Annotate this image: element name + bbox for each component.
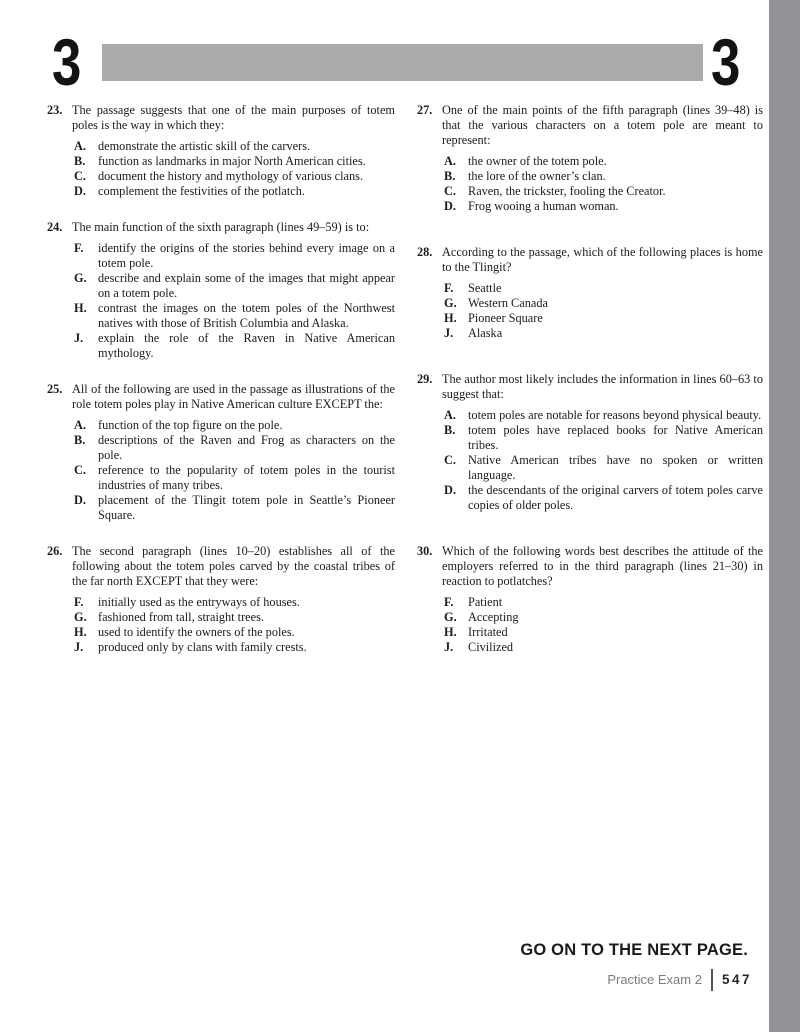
option-letter: H. bbox=[74, 625, 87, 639]
answer-option bbox=[72, 301, 395, 331]
option-text: complement the festivities of the potlatch. bbox=[98, 184, 305, 198]
go-on-instruction: GO ON TO THE NEXT PAGE. bbox=[520, 941, 748, 959]
option-letter: J. bbox=[74, 331, 84, 345]
option-letter: A. bbox=[74, 139, 86, 153]
option-text: placement of the Tlingit totem pole in Seattle’s Pioneer Square. bbox=[98, 493, 395, 522]
option-text: produced only by clans with family crests. bbox=[98, 640, 307, 654]
question-24 bbox=[47, 220, 395, 361]
option-letter: C. bbox=[444, 184, 456, 198]
answer-option bbox=[72, 493, 395, 523]
option-letter: A. bbox=[74, 418, 86, 432]
option-letter: F. bbox=[444, 281, 454, 295]
answer-options bbox=[72, 139, 395, 199]
answer-option bbox=[72, 241, 395, 271]
option-letter: A. bbox=[444, 154, 456, 168]
answer-option bbox=[72, 271, 395, 301]
option-letter: H. bbox=[74, 301, 87, 315]
option-text: Native American tribes have no spoken or written language. bbox=[468, 453, 763, 482]
option-letter: G. bbox=[444, 610, 457, 624]
answer-option bbox=[442, 595, 763, 610]
option-letter: B. bbox=[444, 423, 456, 437]
option-letter: J. bbox=[74, 640, 84, 654]
option-letter: G. bbox=[74, 610, 87, 624]
questions-column-left bbox=[47, 103, 395, 676]
answer-option bbox=[72, 169, 395, 184]
answer-option bbox=[72, 184, 395, 199]
answer-option bbox=[442, 296, 763, 311]
answer-option bbox=[72, 463, 395, 493]
answer-option bbox=[442, 423, 763, 453]
page-edge-strip bbox=[769, 0, 800, 1032]
answer-option bbox=[72, 139, 395, 154]
option-text: totem poles are notable for reasons beyond physical beauty. bbox=[468, 408, 762, 422]
option-text: Irritated bbox=[468, 625, 508, 639]
answer-option bbox=[442, 281, 763, 296]
answer-option bbox=[72, 418, 395, 433]
option-text: Pioneer Square bbox=[468, 311, 543, 325]
option-letter: F. bbox=[444, 595, 454, 609]
option-text: fashioned from tall, straight trees. bbox=[98, 610, 264, 624]
question-number: 26. bbox=[47, 544, 63, 558]
answer-option bbox=[442, 483, 763, 513]
option-text: contrast the images on the totem poles of the Northwest natives with those of British Columbia and Alaska. bbox=[98, 301, 395, 330]
option-letter: J. bbox=[444, 640, 454, 654]
option-letter: D. bbox=[74, 184, 86, 198]
option-letter: B. bbox=[74, 154, 86, 168]
answer-option bbox=[72, 331, 395, 361]
section-number-right: 3 bbox=[711, 25, 741, 99]
questions-column-right bbox=[417, 103, 763, 686]
answer-options bbox=[442, 408, 763, 513]
option-text: descriptions of the Raven and Frog as characters on the pole. bbox=[98, 433, 395, 462]
section-number-left: 3 bbox=[52, 25, 82, 99]
option-letter: F. bbox=[74, 241, 84, 255]
question-25 bbox=[47, 382, 395, 523]
option-text: used to identify the owners of the poles. bbox=[98, 625, 295, 639]
option-letter: H. bbox=[444, 625, 457, 639]
page-number: 547 bbox=[721, 972, 752, 987]
answer-option bbox=[72, 610, 395, 625]
option-letter: C. bbox=[74, 463, 86, 477]
option-letter: C. bbox=[444, 453, 456, 467]
question-28 bbox=[417, 245, 763, 341]
option-text: initially used as the entryways of houses. bbox=[98, 595, 300, 609]
option-text: Alaska bbox=[468, 326, 503, 340]
question-stem: The passage suggests that one of the main purposes of totem poles is the way in which they: bbox=[72, 103, 395, 132]
option-text: Patient bbox=[468, 595, 503, 609]
option-text: demonstrate the artistic skill of the carvers. bbox=[98, 139, 311, 153]
option-text: Western Canada bbox=[468, 296, 548, 310]
answer-option bbox=[72, 595, 395, 610]
answer-option bbox=[442, 326, 763, 341]
footer-divider bbox=[711, 969, 713, 991]
question-number: 23. bbox=[47, 103, 63, 117]
option-letter: F. bbox=[74, 595, 84, 609]
question-stem: One of the main points of the fifth paragraph (lines 39–48) is that the various characters on a totem pole are meant to represent: bbox=[442, 103, 763, 147]
exam-label: Practice Exam 2 bbox=[607, 972, 702, 987]
question-number: 29. bbox=[417, 372, 433, 386]
header-bar bbox=[102, 44, 703, 81]
answer-options bbox=[72, 595, 395, 655]
option-text: Seattle bbox=[468, 281, 502, 295]
option-text: explain the role of the Raven in Native American mythology. bbox=[98, 331, 395, 360]
answer-option bbox=[72, 154, 395, 169]
answer-option bbox=[442, 169, 763, 184]
option-text: Raven, the trickster, fooling the Creator. bbox=[468, 184, 666, 198]
question-stem: All of the following are used in the passage as illustrations of the role totem poles play in Native American culture EXCEPT the: bbox=[72, 382, 395, 411]
answer-option bbox=[442, 610, 763, 625]
question-stem: The author most likely includes the information in lines 60–63 to suggest that: bbox=[442, 372, 763, 401]
question-29 bbox=[417, 372, 763, 513]
option-text: the descendants of the original carvers of totem poles carve copies of older poles. bbox=[468, 483, 763, 512]
footer-page-info bbox=[607, 968, 752, 991]
answer-options bbox=[72, 241, 395, 361]
question-stem: The main function of the sixth paragraph (lines 49–59) is to: bbox=[72, 220, 370, 234]
question-stem: According to the passage, which of the following places is home to the Tlingit? bbox=[442, 245, 763, 274]
answer-option bbox=[442, 453, 763, 483]
question-27 bbox=[417, 103, 763, 214]
option-letter: C. bbox=[74, 169, 86, 183]
answer-option bbox=[442, 184, 763, 199]
option-text: identify the origins of the stories behind every image on a totem pole. bbox=[98, 241, 395, 270]
option-text: document the history and mythology of various clans. bbox=[98, 169, 364, 183]
option-text: function as landmarks in major North American cities. bbox=[98, 154, 366, 168]
option-letter: J. bbox=[444, 326, 454, 340]
answer-option bbox=[72, 640, 395, 655]
answer-option bbox=[442, 625, 763, 640]
option-text: function of the top figure on the pole. bbox=[98, 418, 283, 432]
answer-options bbox=[442, 281, 763, 341]
option-letter: D. bbox=[444, 199, 456, 213]
answer-option bbox=[72, 625, 395, 640]
option-letter: B. bbox=[444, 169, 456, 183]
option-text: the owner of the totem pole. bbox=[468, 154, 607, 168]
option-letter: D. bbox=[444, 483, 456, 497]
option-text: Accepting bbox=[468, 610, 519, 624]
answer-options bbox=[442, 595, 763, 655]
option-letter: H. bbox=[444, 311, 457, 325]
answer-option bbox=[442, 311, 763, 326]
answer-options bbox=[72, 418, 395, 523]
answer-option bbox=[442, 640, 763, 655]
option-text: reference to the popularity of totem poles in the tourist industries of many tribes. bbox=[98, 463, 395, 492]
option-text: Civilized bbox=[468, 640, 514, 654]
answer-option bbox=[72, 433, 395, 463]
question-30 bbox=[417, 544, 763, 655]
option-text: Frog wooing a human woman. bbox=[468, 199, 619, 213]
option-text: describe and explain some of the images that might appear on a totem pole. bbox=[98, 271, 395, 300]
question-23 bbox=[47, 103, 395, 199]
answer-option bbox=[442, 408, 763, 423]
option-letter: A. bbox=[444, 408, 456, 422]
option-text: the lore of the owner’s clan. bbox=[468, 169, 606, 183]
question-number: 28. bbox=[417, 245, 433, 259]
option-letter: D. bbox=[74, 493, 86, 507]
question-number: 24. bbox=[47, 220, 63, 234]
question-number: 30. bbox=[417, 544, 433, 558]
answer-options bbox=[442, 154, 763, 214]
option-text: totem poles have replaced books for Native American tribes. bbox=[468, 423, 763, 452]
question-number: 25. bbox=[47, 382, 63, 396]
question-26 bbox=[47, 544, 395, 655]
question-number: 27. bbox=[417, 103, 433, 117]
answer-option bbox=[442, 154, 763, 169]
option-letter: G. bbox=[74, 271, 87, 285]
option-letter: B. bbox=[74, 433, 86, 447]
question-stem: Which of the following words best describes the attitude of the employers referred to in the third paragraph (lines 21–30) in reaction to potlatches? bbox=[442, 544, 763, 588]
question-stem: The second paragraph (lines 10–20) establishes all of the following about the totem poles carved by the coastal tribes of the far north EXCEPT that they were: bbox=[72, 544, 395, 588]
answer-option bbox=[442, 199, 763, 214]
option-letter: G. bbox=[444, 296, 457, 310]
